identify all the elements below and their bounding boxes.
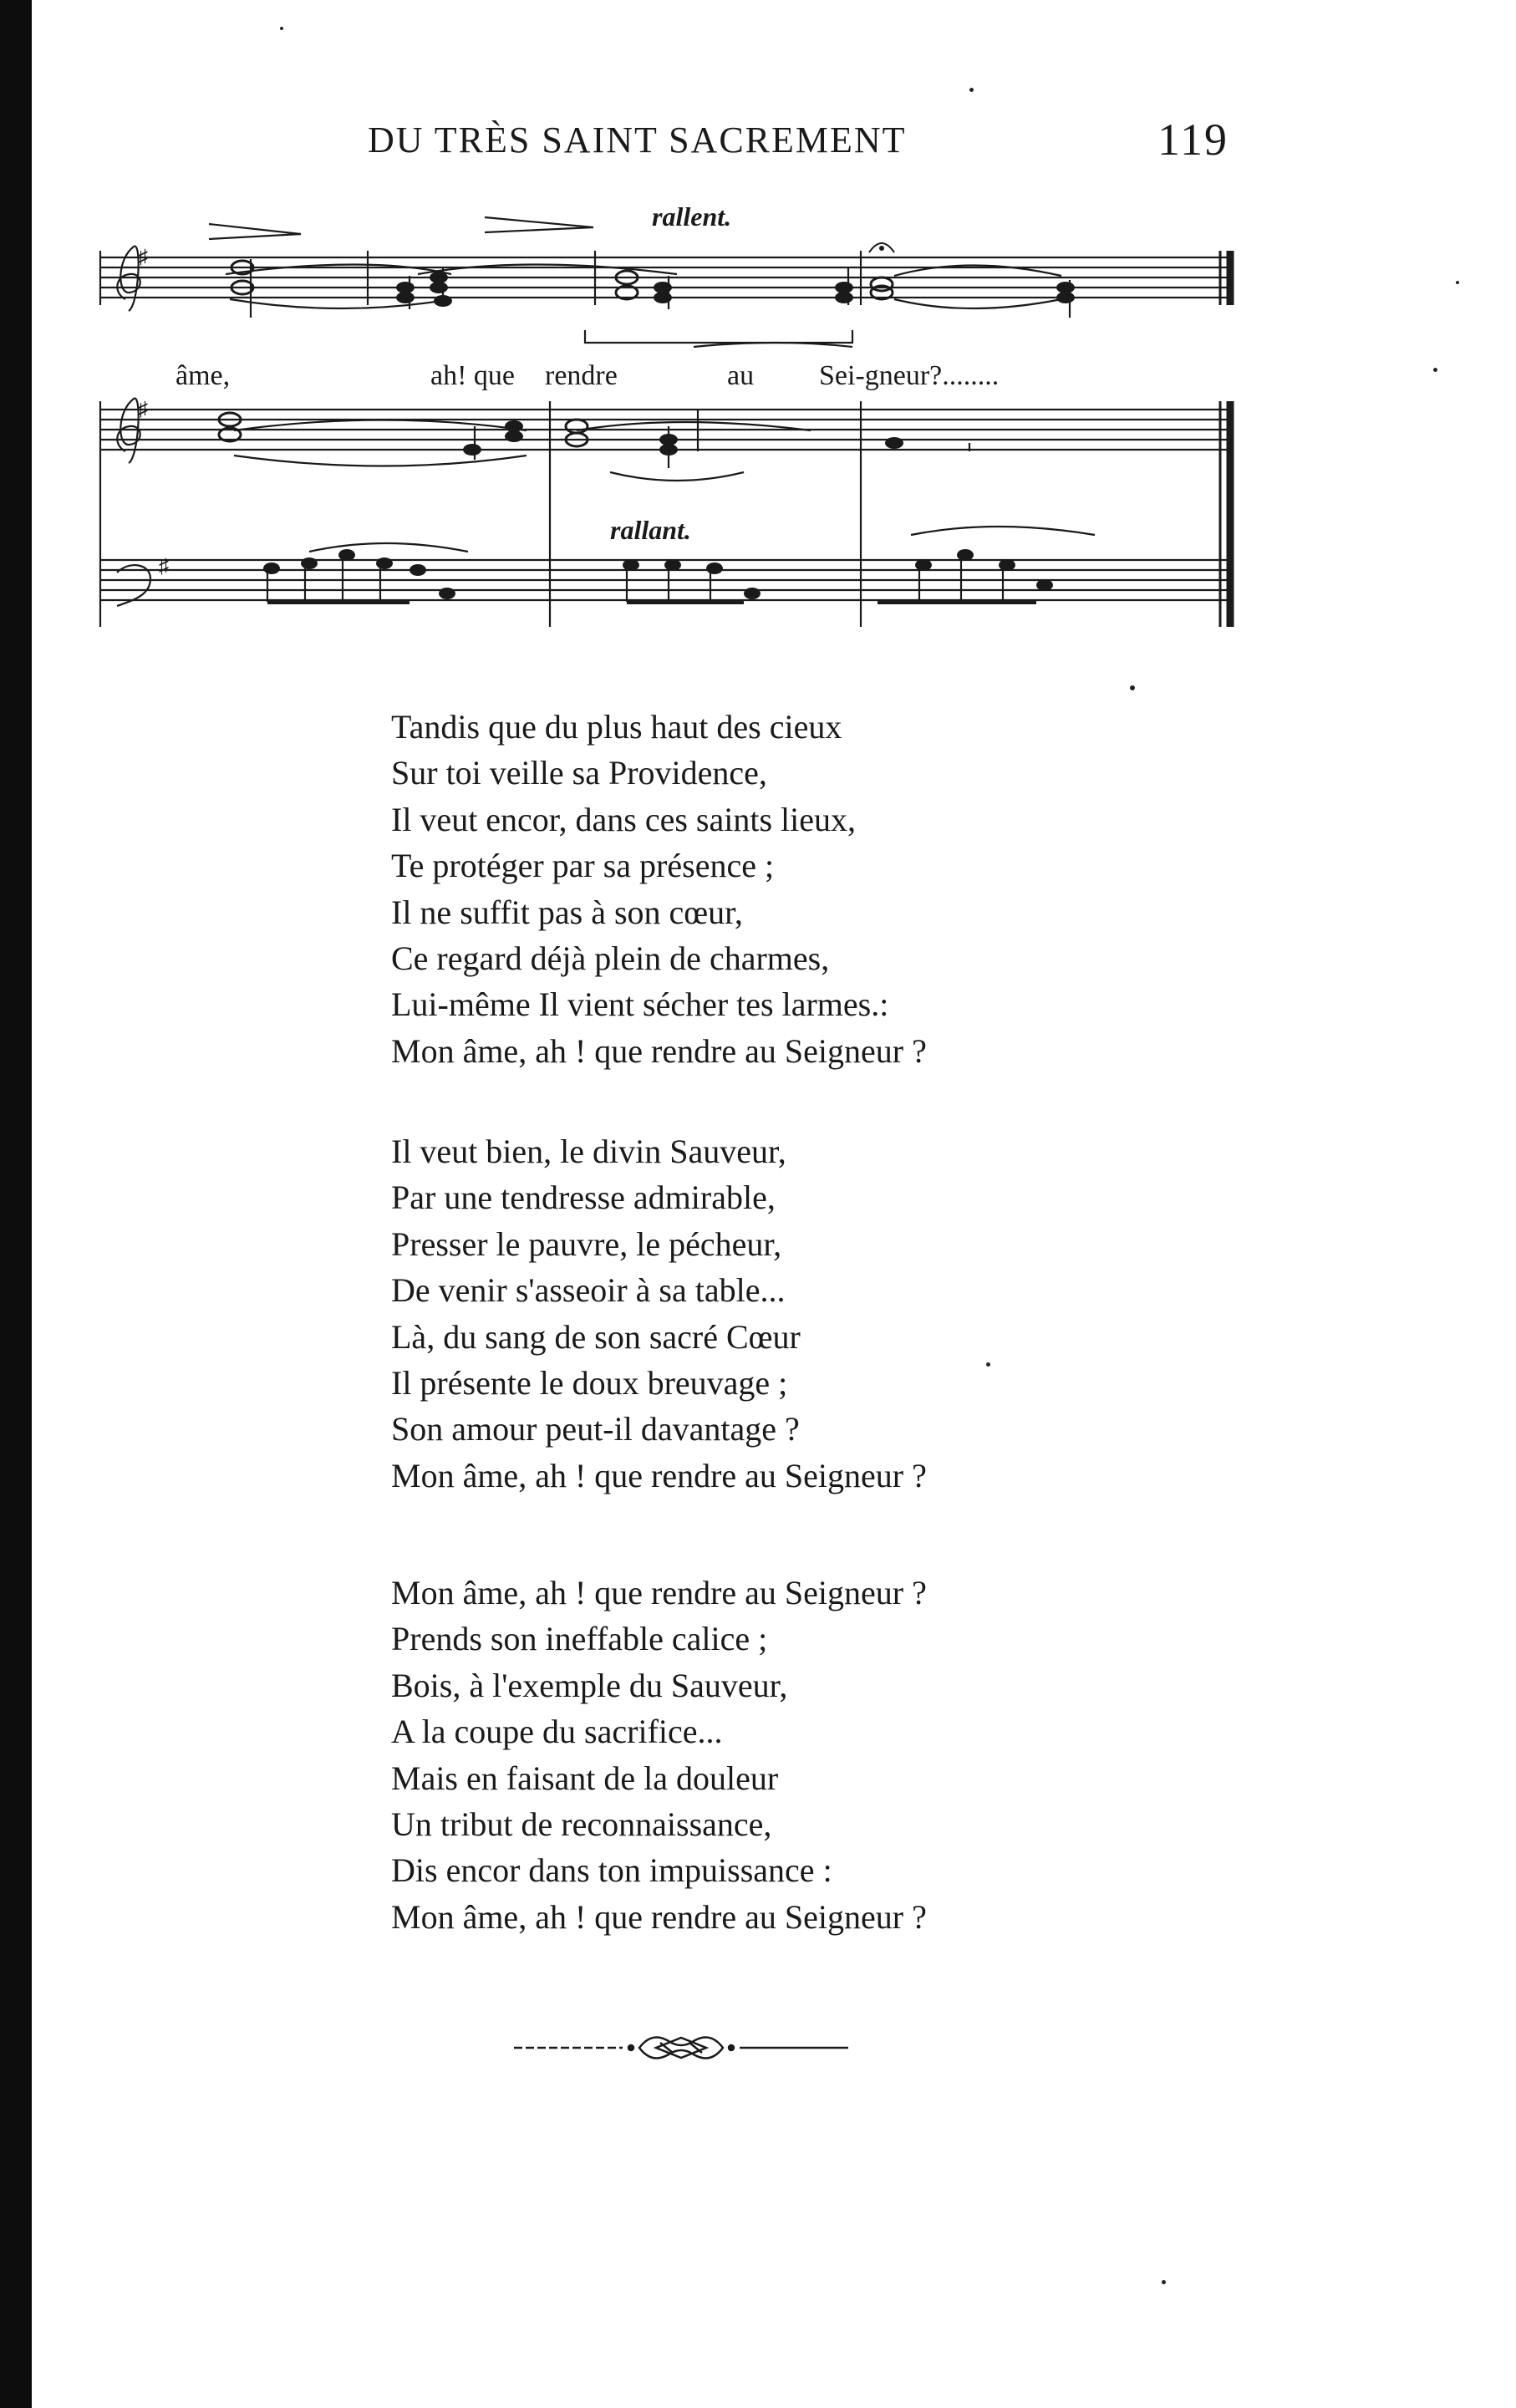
lyric-syllable: ah! que xyxy=(430,360,516,391)
verse-line: Bois, à l'exemple du Sauveur, xyxy=(391,1666,788,1704)
scan-speck xyxy=(1162,2280,1166,2284)
lyric-syllable: Sei-gneur?........ xyxy=(819,360,1000,391)
verse-line: Dis encor dans ton impuissance : xyxy=(391,1851,832,1890)
scan-speck xyxy=(280,27,283,30)
verse-line: Mon âme, ah ! que rendre au Seigneur ? xyxy=(391,1031,927,1070)
lyric-syllable: âme, xyxy=(176,360,231,391)
verse-line: Presser le pauvre, le pécheur, xyxy=(391,1224,782,1263)
verse-line: Sur toi veille sa Providence, xyxy=(391,754,767,792)
svg-text:♯: ♯ xyxy=(138,399,148,420)
tempo-mark-2: rallant. xyxy=(610,515,691,545)
verse-line: Lui-même Il vient sécher tes larmes.: xyxy=(391,985,889,1024)
verse-line: De venir s'asseoir à sa table... xyxy=(391,1271,786,1310)
verse-line: Par une tendresse admirable, xyxy=(391,1179,776,1217)
page-number: 119 xyxy=(1157,115,1229,165)
scan-binding-edge xyxy=(0,0,32,2408)
scan-speck xyxy=(1456,281,1459,284)
lyric-syllable: au xyxy=(727,360,755,391)
verse-line: Un tribut de reconnaissance, xyxy=(391,1805,772,1843)
lyric-syllable: rendre xyxy=(545,360,618,391)
verse-line: Il ne suffit pas à son cœur, xyxy=(391,893,743,931)
verse-line: Là, du sang de son sacré Cœur xyxy=(391,1317,801,1356)
verse-line: Mon âme, ah ! que rendre au Seigneur ? xyxy=(391,1456,927,1494)
verse-line: Son amour peut-il davantage ? xyxy=(391,1410,800,1448)
stanza-1 xyxy=(391,704,927,1074)
verse-line: Mais en faisant de la douleur xyxy=(391,1759,779,1797)
verse-line: Prends son ineffable calice ; xyxy=(391,1620,768,1658)
verse-line: Il présente le doux breuvage ; xyxy=(391,1363,788,1402)
end-ornament-icon xyxy=(514,2023,848,2073)
verse-line: Tandis que du plus haut des cieux xyxy=(391,708,842,746)
scan-speck xyxy=(1130,685,1135,690)
tempo-mark-1: rallent. xyxy=(652,201,732,232)
stanza-2 xyxy=(391,1128,927,1499)
verse-line: Il veut encor, dans ces saints lieux, xyxy=(391,800,857,838)
stanza-3 xyxy=(391,1570,927,1940)
scan-speck xyxy=(1433,368,1437,372)
verse-line: Mon âme, ah ! que rendre au Seigneur ? xyxy=(391,1897,927,1936)
svg-text:♯: ♯ xyxy=(138,247,148,268)
scan-speck xyxy=(986,1362,990,1367)
svg-text:♯: ♯ xyxy=(159,556,169,578)
verse-line: A la coupe du sacrifice... xyxy=(391,1713,723,1751)
verse-line: Ce regard déjà plein de charmes, xyxy=(391,939,830,977)
scan-speck xyxy=(969,88,974,92)
running-title: DU TRÈS SAINT SACREMENT xyxy=(368,120,907,160)
music-score xyxy=(92,201,1254,652)
verse-line: Mon âme, ah ! que rendre au Seigneur ? xyxy=(391,1574,927,1611)
verse-line: Te protéger par sa présence ; xyxy=(391,847,775,885)
verse-line: Il veut bien, le divin Sauveur, xyxy=(391,1133,786,1170)
